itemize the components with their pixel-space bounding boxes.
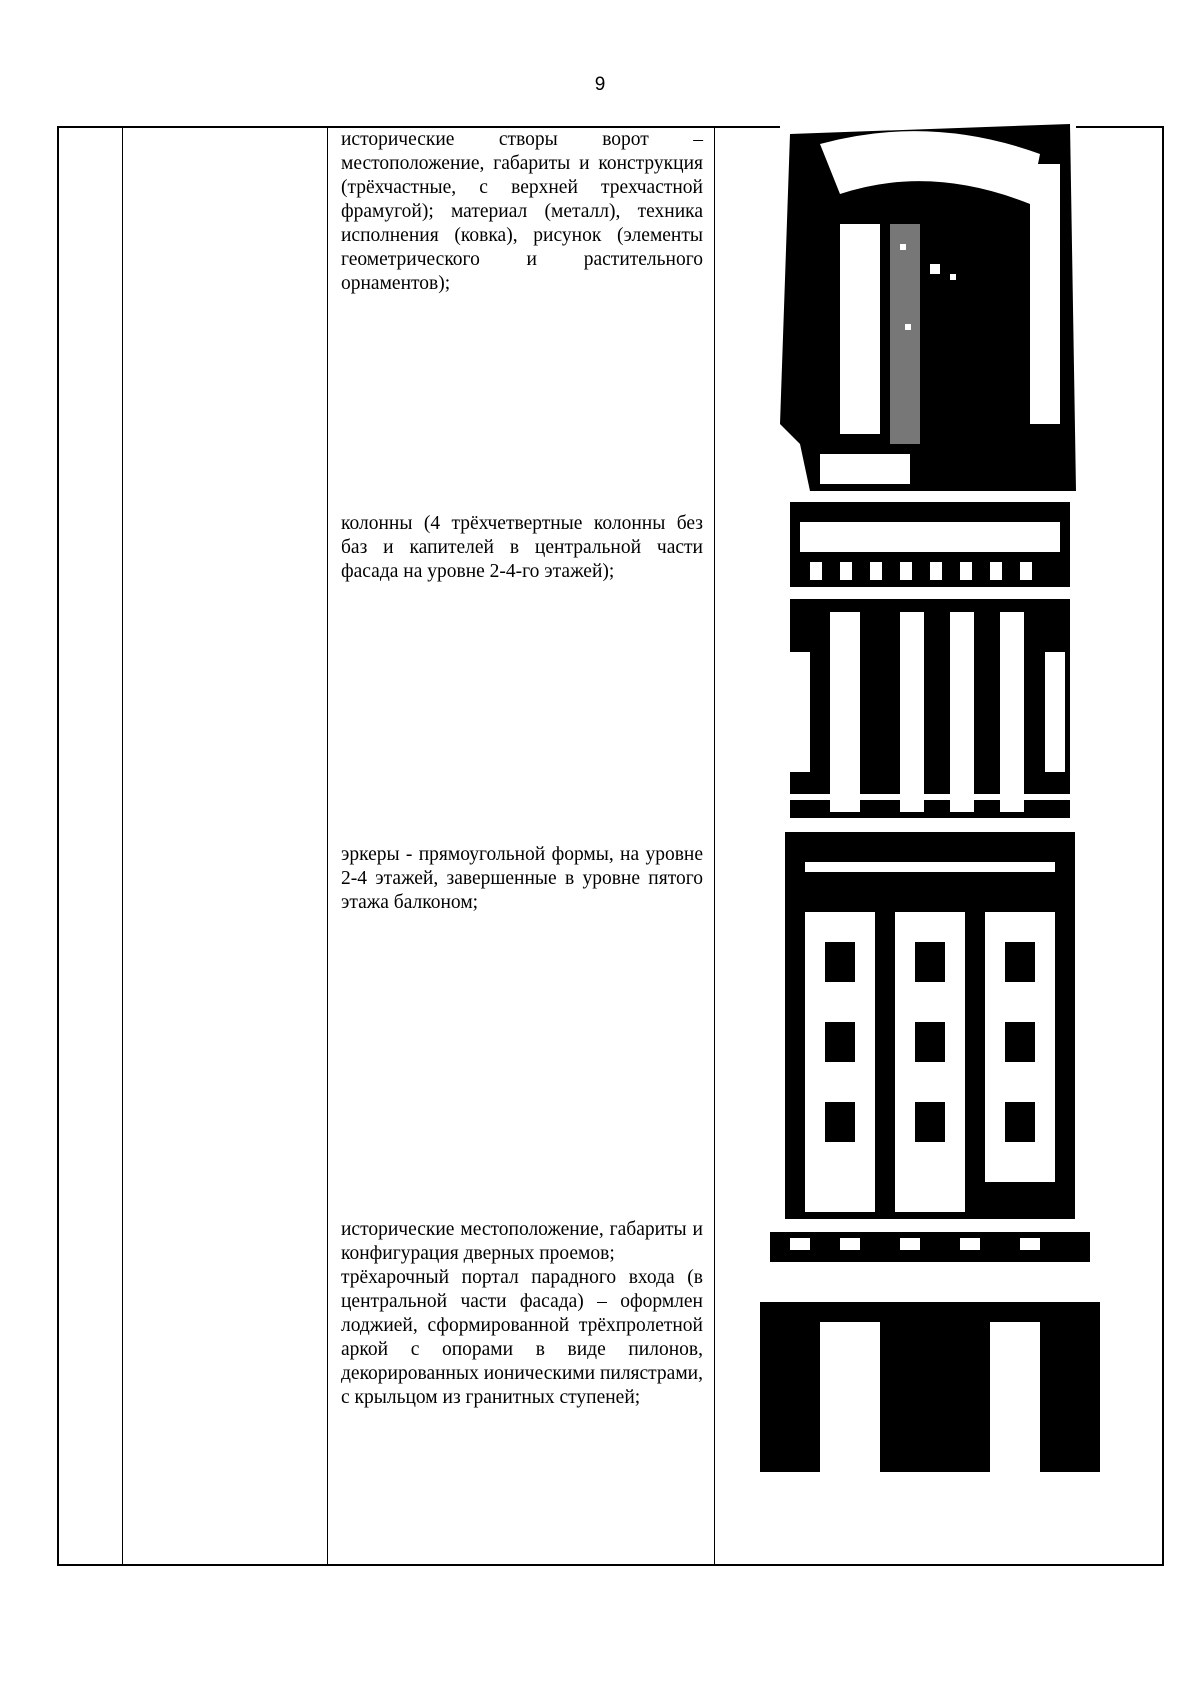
entry-paragraph: трёхарочный портал парадного входа (в центральной части фасада) – оформлен лоджией, сформированной трёхпролетной аркой с опорами в виде пилонов, декорированных ионическими пилястрами, с крыльцом из гранитных ступеней; xyxy=(341,1267,703,1408)
bay-window-photo xyxy=(785,832,1075,1219)
entry-paragraph: эркеры - прямоугольной формы, на уровне 2-4 этажей, завершенные в уровне пятого этажа балконом; xyxy=(341,844,703,913)
column-divider xyxy=(327,128,328,1564)
columns-photo xyxy=(790,502,1070,818)
table-row-text xyxy=(341,512,703,584)
column-divider xyxy=(714,128,715,1564)
column-divider xyxy=(122,128,123,1564)
portal-photo xyxy=(760,1232,1100,1472)
table-row-text xyxy=(341,128,703,296)
gate-photo xyxy=(780,124,1076,491)
entry-paragraph: колонны (4 трёхчетвертные колонны без баз и капителей в центральной части фасада на уровне 2-4-го этажей); xyxy=(341,513,703,582)
page-number: 9 xyxy=(594,74,606,95)
table-row-text xyxy=(341,843,703,915)
table-row-text xyxy=(341,1218,703,1410)
entry-paragraph: исторические местоположение, габариты и конфигурация дверных проемов; xyxy=(341,1219,703,1264)
entry-paragraph: исторические створы ворот – местоположение, габариты и конструкция (трёхчастные, с верхней трехчастной фрамугой); материал (металл), техника исполнения (ковка), рисунок (элементы геометрического и растительного орнаментов); xyxy=(341,129,703,294)
